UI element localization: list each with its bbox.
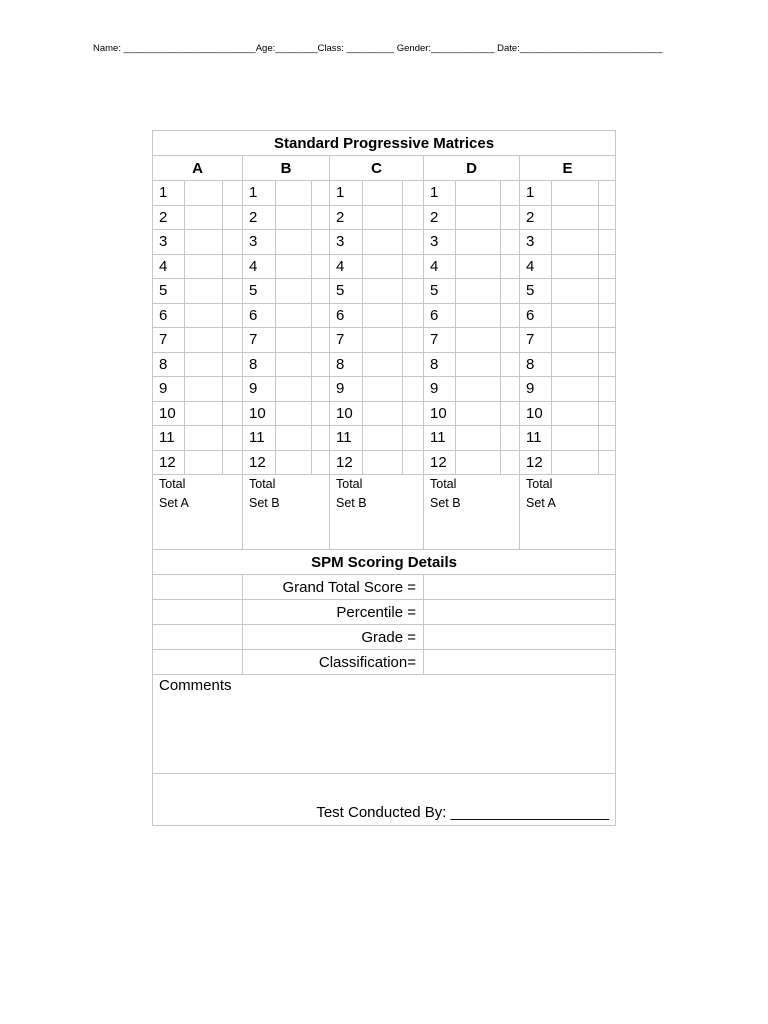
score-cell[interactable]	[403, 377, 424, 402]
item-number: 10	[330, 401, 363, 426]
answer-cell[interactable]	[276, 230, 312, 255]
score-cell[interactable]	[403, 205, 424, 230]
score-cell[interactable]	[501, 205, 520, 230]
sheet-title: Standard Progressive Matrices	[153, 131, 616, 156]
answer-cell[interactable]	[456, 450, 501, 475]
item-number: 11	[520, 426, 552, 451]
scoring-row	[153, 650, 616, 675]
answer-cell[interactable]	[552, 377, 599, 402]
item-number: 4	[520, 254, 552, 279]
item-number: 10	[424, 401, 456, 426]
answer-cell[interactable]	[552, 401, 599, 426]
score-cell[interactable]	[312, 254, 330, 279]
score-cell[interactable]	[599, 450, 616, 475]
item-number: 11	[153, 426, 185, 451]
answer-cell[interactable]	[185, 303, 223, 328]
score-cell[interactable]	[403, 181, 424, 206]
total-label: Total	[430, 477, 457, 491]
item-number: 9	[153, 377, 185, 402]
item-number: 3	[330, 230, 363, 255]
score-cell[interactable]	[223, 205, 243, 230]
item-number: 10	[243, 401, 276, 426]
answer-cell[interactable]	[456, 181, 501, 206]
item-number: 11	[330, 426, 363, 451]
score-cell[interactable]	[223, 254, 243, 279]
item-number: 5	[330, 279, 363, 304]
comments-label: Comments	[159, 677, 232, 694]
score-cell[interactable]	[501, 181, 520, 206]
score-cell[interactable]	[223, 328, 243, 353]
item-number: 8	[330, 352, 363, 377]
answer-cell[interactable]	[363, 181, 403, 206]
item-number: 6	[424, 303, 456, 328]
answer-cell[interactable]	[363, 450, 403, 475]
score-cell[interactable]	[223, 377, 243, 402]
item-number: 3	[520, 230, 552, 255]
item-number: 12	[330, 450, 363, 475]
item-number: 9	[330, 377, 363, 402]
scoring-blank-cell	[153, 625, 243, 650]
item-number: 1	[153, 181, 185, 206]
set-header-c: C	[330, 156, 424, 181]
total-cell-e[interactable]	[520, 475, 616, 550]
total-label: Total	[526, 477, 553, 491]
score-cell[interactable]	[403, 328, 424, 353]
answer-cell[interactable]	[363, 328, 403, 353]
score-cell[interactable]	[223, 450, 243, 475]
score-cell[interactable]	[501, 401, 520, 426]
item-number: 11	[424, 426, 456, 451]
answer-cell[interactable]	[552, 328, 599, 353]
item-number: 9	[243, 377, 276, 402]
item-number: 5	[520, 279, 552, 304]
item-row	[153, 426, 616, 451]
answer-cell[interactable]	[456, 205, 501, 230]
item-number: 4	[330, 254, 363, 279]
score-cell[interactable]	[599, 205, 616, 230]
answer-cell[interactable]	[276, 401, 312, 426]
answer-cell[interactable]	[552, 279, 599, 304]
answer-cell[interactable]	[185, 401, 223, 426]
answer-cell[interactable]	[456, 279, 501, 304]
answer-cell[interactable]	[552, 450, 599, 475]
answer-cell[interactable]	[456, 230, 501, 255]
scoring-blank-cell	[153, 600, 243, 625]
item-row	[153, 205, 616, 230]
test-conducted-by-label: Test Conducted By: ___________________	[316, 804, 610, 821]
item-number: 6	[330, 303, 363, 328]
total-set-label: Set B	[336, 496, 367, 510]
item-number: 6	[153, 303, 185, 328]
score-cell[interactable]	[312, 377, 330, 402]
score-cell[interactable]	[403, 426, 424, 451]
item-number: 5	[153, 279, 185, 304]
score-cell[interactable]	[403, 230, 424, 255]
item-number: 12	[243, 450, 276, 475]
answer-cell[interactable]	[456, 377, 501, 402]
answer-cell[interactable]	[276, 426, 312, 451]
score-cell[interactable]	[403, 401, 424, 426]
score-cell[interactable]	[501, 450, 520, 475]
set-header-b: B	[243, 156, 330, 181]
item-number: 2	[330, 205, 363, 230]
comments-box[interactable]	[153, 675, 616, 774]
item-number: 7	[330, 328, 363, 353]
student-info-line: Name: _________________________Age:________Class: _________ Gender:____________ Date:___________________________	[93, 43, 663, 54]
score-cell[interactable]	[223, 352, 243, 377]
total-cell-b[interactable]	[243, 475, 330, 550]
answer-cell[interactable]	[276, 181, 312, 206]
item-number: 8	[153, 352, 185, 377]
item-number: 3	[153, 230, 185, 255]
score-cell[interactable]	[223, 401, 243, 426]
scoring-value-cell[interactable]	[424, 575, 616, 600]
score-cell[interactable]	[223, 181, 243, 206]
scoring-label: Grade =	[243, 625, 424, 650]
answer-cell[interactable]	[185, 426, 223, 451]
item-number: 6	[520, 303, 552, 328]
answer-cell[interactable]	[276, 328, 312, 353]
answer-cell[interactable]	[363, 352, 403, 377]
item-number: 7	[424, 328, 456, 353]
score-cell[interactable]	[403, 279, 424, 304]
test-conducted-by-field[interactable]	[153, 774, 616, 826]
item-number: 5	[243, 279, 276, 304]
total-label: Total	[159, 477, 186, 491]
score-cell[interactable]	[403, 254, 424, 279]
answer-cell[interactable]	[185, 254, 223, 279]
answer-cell[interactable]	[363, 279, 403, 304]
spm-answer-sheet	[152, 130, 616, 826]
answer-cell[interactable]	[185, 377, 223, 402]
totals-row	[153, 475, 616, 550]
item-row	[153, 230, 616, 255]
answer-cell[interactable]	[276, 377, 312, 402]
score-cell[interactable]	[312, 303, 330, 328]
item-number: 4	[424, 254, 456, 279]
answer-cell[interactable]	[363, 377, 403, 402]
answer-cell[interactable]	[276, 352, 312, 377]
score-cell[interactable]	[223, 279, 243, 304]
item-number: 4	[243, 254, 276, 279]
answer-cell[interactable]	[185, 279, 223, 304]
answer-cell[interactable]	[456, 426, 501, 451]
item-number: 3	[424, 230, 456, 255]
answer-cell[interactable]	[456, 303, 501, 328]
item-number: 2	[243, 205, 276, 230]
answer-cell[interactable]	[276, 450, 312, 475]
score-cell[interactable]	[223, 426, 243, 451]
total-set-label: Set A	[159, 496, 189, 510]
item-row	[153, 450, 616, 475]
item-number: 1	[424, 181, 456, 206]
item-number: 7	[153, 328, 185, 353]
answer-cell[interactable]	[456, 328, 501, 353]
item-number: 9	[424, 377, 456, 402]
item-number: 12	[424, 450, 456, 475]
answer-cell[interactable]	[552, 254, 599, 279]
score-cell[interactable]	[501, 328, 520, 353]
answer-cell[interactable]	[456, 401, 501, 426]
item-row	[153, 254, 616, 279]
answer-cell[interactable]	[552, 303, 599, 328]
score-cell[interactable]	[501, 377, 520, 402]
scoring-value-cell[interactable]	[424, 600, 616, 625]
score-cell[interactable]	[501, 303, 520, 328]
answer-cell[interactable]	[276, 279, 312, 304]
answer-cell[interactable]	[276, 303, 312, 328]
scoring-label: Percentile =	[243, 600, 424, 625]
score-cell[interactable]	[501, 426, 520, 451]
score-cell[interactable]	[403, 303, 424, 328]
score-cell[interactable]	[312, 426, 330, 451]
item-number: 8	[243, 352, 276, 377]
item-number: 1	[243, 181, 276, 206]
answer-cell[interactable]	[185, 450, 223, 475]
score-cell[interactable]	[223, 230, 243, 255]
total-cell-d[interactable]	[424, 475, 520, 550]
score-cell[interactable]	[403, 450, 424, 475]
score-cell[interactable]	[599, 328, 616, 353]
score-cell[interactable]	[599, 426, 616, 451]
score-cell[interactable]	[599, 181, 616, 206]
total-set-label: Set A	[526, 496, 556, 510]
item-row	[153, 181, 616, 206]
scoring-row	[153, 600, 616, 625]
score-cell[interactable]	[501, 230, 520, 255]
item-row	[153, 377, 616, 402]
answer-cell[interactable]	[363, 254, 403, 279]
item-number: 8	[424, 352, 456, 377]
answer-cell[interactable]	[185, 230, 223, 255]
item-number: 1	[520, 181, 552, 206]
item-number: 2	[424, 205, 456, 230]
score-cell[interactable]	[312, 205, 330, 230]
item-number: 2	[520, 205, 552, 230]
answer-cell[interactable]	[363, 230, 403, 255]
scoring-blank-cell	[153, 575, 243, 600]
item-number: 11	[243, 426, 276, 451]
scoring-value-cell[interactable]	[424, 650, 616, 675]
score-cell[interactable]	[312, 328, 330, 353]
answer-cell[interactable]	[456, 254, 501, 279]
item-number: 12	[153, 450, 185, 475]
set-header-e: E	[520, 156, 616, 181]
item-row	[153, 303, 616, 328]
total-set-label: Set B	[249, 496, 280, 510]
item-number: 7	[520, 328, 552, 353]
score-cell[interactable]	[312, 279, 330, 304]
total-label: Total	[336, 477, 363, 491]
scoring-row	[153, 625, 616, 650]
score-cell[interactable]	[312, 181, 330, 206]
answer-cell[interactable]	[552, 230, 599, 255]
item-number: 1	[330, 181, 363, 206]
item-number: 10	[153, 401, 185, 426]
answer-cell[interactable]	[276, 254, 312, 279]
scoring-details-title: SPM Scoring Details	[153, 550, 616, 575]
item-number: 7	[243, 328, 276, 353]
scoring-blank-cell	[153, 650, 243, 675]
item-row	[153, 352, 616, 377]
scoring-label: Classification=	[243, 650, 424, 675]
score-cell[interactable]	[599, 230, 616, 255]
answer-cell[interactable]	[363, 303, 403, 328]
scoring-value-cell[interactable]	[424, 625, 616, 650]
score-cell[interactable]	[312, 352, 330, 377]
score-cell[interactable]	[223, 303, 243, 328]
answer-cell[interactable]	[552, 181, 599, 206]
score-cell[interactable]	[312, 230, 330, 255]
item-number: 6	[243, 303, 276, 328]
item-number: 5	[424, 279, 456, 304]
item-row	[153, 401, 616, 426]
item-number: 3	[243, 230, 276, 255]
scoring-label: Grand Total Score =	[243, 575, 424, 600]
set-header-a: A	[153, 156, 243, 181]
total-set-label: Set B	[430, 496, 461, 510]
set-header-d: D	[424, 156, 520, 181]
answer-cell[interactable]	[185, 328, 223, 353]
score-cell[interactable]	[403, 352, 424, 377]
item-row	[153, 328, 616, 353]
score-cell[interactable]	[312, 401, 330, 426]
set-letters-row	[153, 156, 616, 181]
answer-cell[interactable]	[552, 426, 599, 451]
score-cell[interactable]	[599, 377, 616, 402]
item-number: 10	[520, 401, 552, 426]
answer-cell[interactable]	[185, 205, 223, 230]
total-label: Total	[249, 477, 276, 491]
answer-cell[interactable]	[276, 205, 312, 230]
answer-cell[interactable]	[456, 352, 501, 377]
answer-cell[interactable]	[363, 401, 403, 426]
score-cell[interactable]	[599, 352, 616, 377]
scoring-row	[153, 575, 616, 600]
item-row	[153, 279, 616, 304]
answer-cell[interactable]	[185, 352, 223, 377]
answer-cell[interactable]	[363, 205, 403, 230]
answer-cell[interactable]	[363, 426, 403, 451]
total-cell-a[interactable]	[153, 475, 243, 550]
total-cell-c[interactable]	[330, 475, 424, 550]
item-number: 9	[520, 377, 552, 402]
score-cell[interactable]	[599, 401, 616, 426]
score-cell[interactable]	[599, 254, 616, 279]
score-cell[interactable]	[501, 279, 520, 304]
score-cell[interactable]	[501, 254, 520, 279]
item-number: 12	[520, 450, 552, 475]
score-cell[interactable]	[599, 303, 616, 328]
item-number: 4	[153, 254, 185, 279]
item-number: 2	[153, 205, 185, 230]
answer-cell[interactable]	[185, 181, 223, 206]
answer-cell[interactable]	[552, 352, 599, 377]
score-cell[interactable]	[501, 352, 520, 377]
score-cell[interactable]	[312, 450, 330, 475]
item-number: 8	[520, 352, 552, 377]
answer-cell[interactable]	[552, 205, 599, 230]
score-cell[interactable]	[599, 279, 616, 304]
